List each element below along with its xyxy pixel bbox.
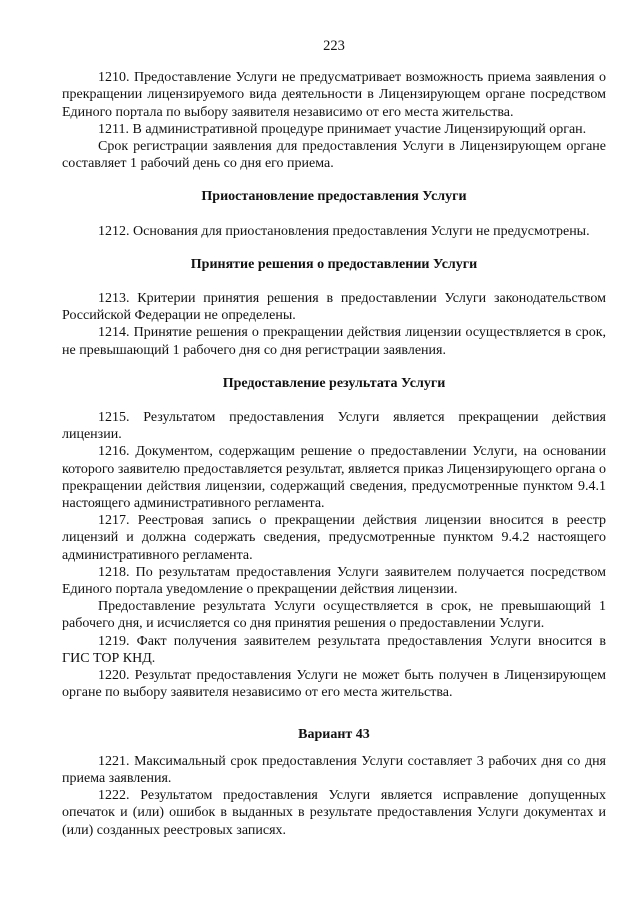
page-number: 223 xyxy=(323,38,345,54)
paragraph-result-term: Предоставление результата Услуги осуществляется в срок, не превышающий 1 рабочего дня, и исчисляется со дня принятия решения о предоставлении Услуги. xyxy=(62,599,606,632)
paragraph-1217: 1217. Реестровая запись о прекращении действия лицензии вносится в реестр лицензий и должна содержать сведения, предусмотренные пунктом 9.4.2 настоящего административного регламента. xyxy=(62,513,606,563)
paragraph-1222: 1222. Результатом предоставления Услуги является исправление допущенных опечаток и (или) ошибок в выданных в результате предоставления Услуги документах и (или) созданных реестровых записях. xyxy=(62,788,606,838)
paragraph-1211: 1211. В административной процедуре принимает участие Лицензирующий орган. xyxy=(98,121,587,137)
paragraph-1221: 1221. Максимальный срок предоставления Услуги составляет 3 рабочих дня со дня приема заявления. xyxy=(62,753,606,786)
paragraph-1214: 1214. Принятие решения о прекращении действия лицензии осуществляется в срок, не превышающий 1 рабочего дня со дня регистрации заявления. xyxy=(62,325,606,358)
paragraph-1218: 1218. По результатам предоставления Услуги заявителем получается посредством Единого портала уведомление о прекращении действия лицензии. xyxy=(62,564,606,598)
paragraph-1220: 1220. Результат предоставления Услуги не может быть получен в Лицензирующем органе по выбору заявителя независимо от его места жительства. xyxy=(62,668,606,701)
heading-suspension: Приостановление предоставления Услуги xyxy=(201,189,467,205)
heading-result: Предоставление результата Услуги xyxy=(222,375,446,391)
paragraph-1212: 1212. Основания для приостановления предоставления Услуги не предусмотрены. xyxy=(98,223,590,239)
heading-decision: Принятие решения о предоставлении Услуги xyxy=(190,256,478,272)
paragraph-1216: 1216. Документом, содержащим решение о предоставлении Услуги, на основании которого заявителю предоставляется результат, является приказ Лицензирующего органа о прекращении действия лицензии, содержащий сведения, предусмотренные пунктом 9.4.1 настоящего административного регламента. xyxy=(62,444,606,512)
page-content xyxy=(62,69,606,839)
paragraph-1210: 1210. Предоставление Услуги не предусматривает возможность приема заявления о прекращении лицензируемого вида деятельности в Лицензирующем органе посредством Единого портала по выбору заявителя независимо от его места жительства. xyxy=(62,70,606,120)
paragraph-1219: 1219. Факт получения заявителем результата предоставления Услуги вносится в ГИС ТОР КНД. xyxy=(62,633,606,666)
paragraph-1213: 1213. Критерии принятия решения в предоставлении Услуги законодательством Российской Федерации не определены. xyxy=(62,291,606,324)
paragraph-registration-term: Срок регистрации заявления для предоставления Услуги в Лицензирующем органе составляет 1 рабочий день со дня его приема. xyxy=(62,139,606,172)
paragraph-1215: 1215. Результатом предоставления Услуги является прекращении действия лицензии. xyxy=(62,410,606,443)
heading-variant-43: Вариант 43 xyxy=(298,726,370,742)
